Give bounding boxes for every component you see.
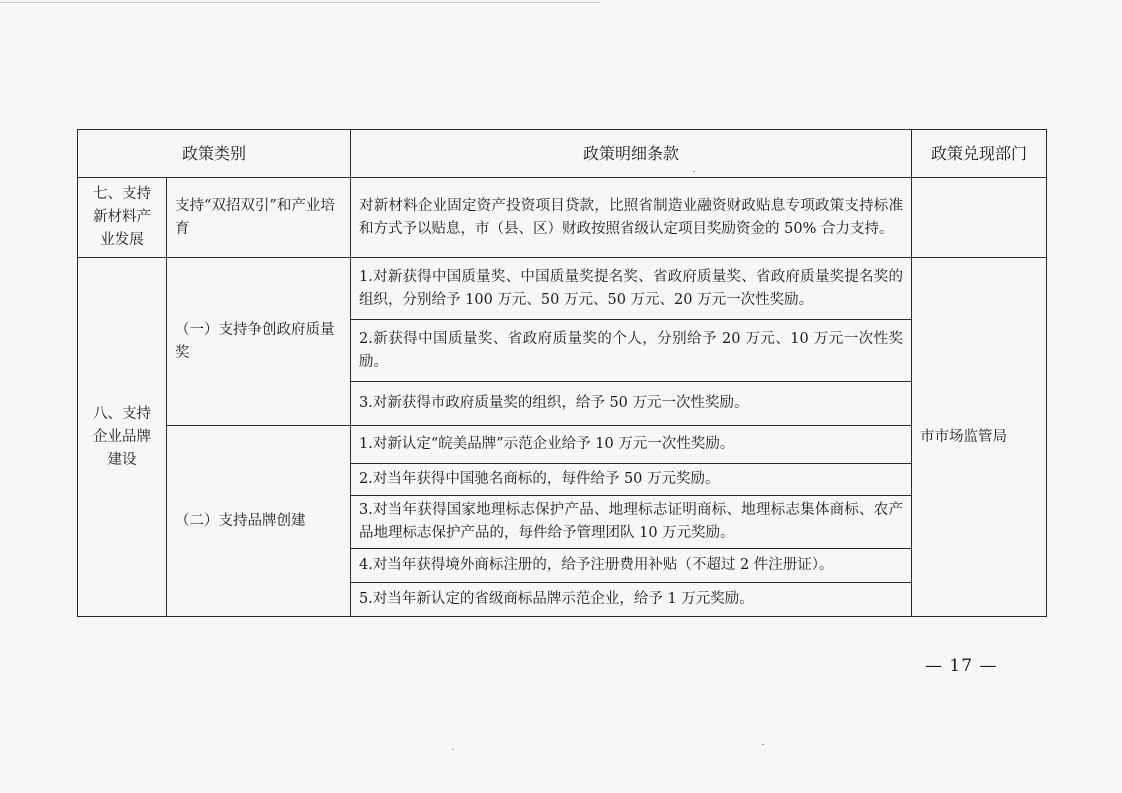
table-row — [78, 426, 1047, 464]
table-row-section7 — [78, 178, 1047, 258]
scan-speck — [693, 171, 695, 172]
section7-subcategory: 支持“双招双引”和产业培育 — [167, 178, 351, 258]
section8-department: 市市场监管局 — [912, 258, 1047, 617]
section8-category: 八、支持企业品牌建设 — [78, 258, 167, 617]
scan-speck — [452, 749, 454, 750]
section8-sub2-title: （二）支持品牌创建 — [167, 426, 351, 617]
policy-table — [77, 129, 1047, 617]
scan-top-edge — [0, 2, 600, 3]
section8-sub2-item-2: 2.对当年获得中国驰名商标的，每件给予 50 万元奖励。 — [351, 464, 912, 496]
section8-sub1-item-1: 1.对新获得中国质量奖、中国质量奖提名奖、省政府质量奖、省政府质量奖提名奖的组织，分别给予 100 万元、50 万元、50 万元、20 万元一次性奖励。 — [351, 258, 912, 320]
section8-sub2-item-3: 3.对当年获得国家地理标志保护产品、地理标志证明商标、地理标志集体商标、农产品地理标志保护产品的，每件给予管理团队 10 万元奖励。 — [351, 496, 912, 549]
table-header-row — [78, 130, 1047, 178]
header-details: 政策明细条款 — [351, 130, 912, 178]
section8-sub2-item-4: 4.对当年获得境外商标注册的，给予注册费用补贴（不超过 2 件注册证）。 — [351, 549, 912, 583]
section8-sub1-item-3: 3.对新获得市政府质量奖的组织，给予 50 万元一次性奖励。 — [351, 382, 912, 426]
section8-sub1-item-2: 2.新获得中国质量奖、省政府质量奖的个人，分别给予 20 万元、10 万元一次性奖励。 — [351, 320, 912, 382]
section7-department — [912, 178, 1047, 258]
section8-sub1-title: （一）支持争创政府质量奖 — [167, 258, 351, 426]
table-row — [78, 258, 1047, 320]
section7-category: 七、支持新材料产业发展 — [78, 178, 167, 258]
page-number: — 17 — — [925, 656, 998, 676]
section8-sub2-item-1: 1.对新认定“皖美品牌”示范企业给予 10 万元一次性奖励。 — [351, 426, 912, 464]
section8-sub2-item-5: 5.对当年新认定的省级商标品牌示范企业，给予 1 万元奖励。 — [351, 583, 912, 617]
header-category: 政策类别 — [78, 130, 351, 178]
section7-detail: 对新材料企业固定资产投资项目贷款，比照省制造业融资财政贴息专项政策支持标准和方式予以贴息，市（县、区）财政按照省级认定项目奖励资金的 50% 合力支持。 — [351, 178, 912, 258]
scan-speck — [762, 744, 764, 745]
header-department: 政策兑现部门 — [912, 130, 1047, 178]
